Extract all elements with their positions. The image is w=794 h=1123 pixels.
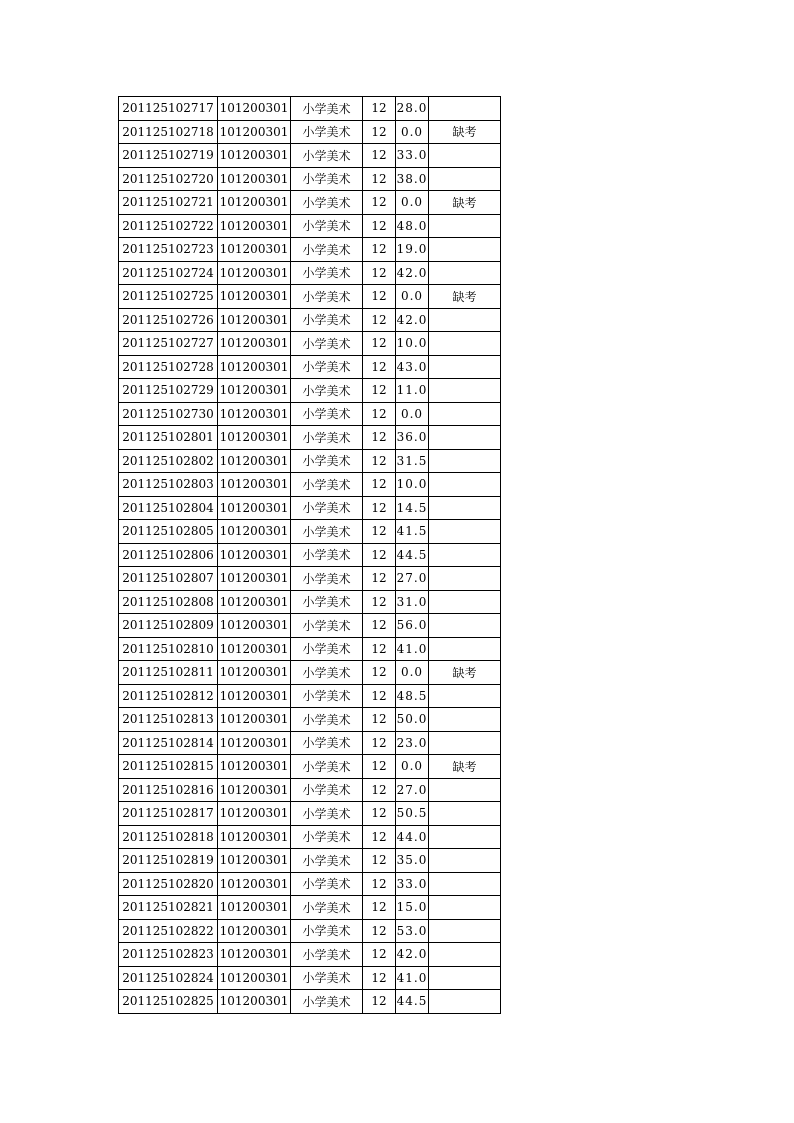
score-cell: 0.0 <box>396 661 429 685</box>
remark-cell <box>429 144 501 168</box>
subject-code-cell: 101200301 <box>218 778 291 802</box>
table-row <box>119 426 501 450</box>
remark-cell <box>429 261 501 285</box>
exam-number-cell: 201125102812 <box>119 684 218 708</box>
room-cell: 12 <box>363 684 396 708</box>
score-cell: 27.0 <box>396 567 429 591</box>
score-cell: 43.0 <box>396 355 429 379</box>
exam-number-cell: 201125102822 <box>119 919 218 943</box>
remark-cell: 缺考 <box>429 661 501 685</box>
score-cell: 48.5 <box>396 684 429 708</box>
remark-cell <box>429 614 501 638</box>
subject-name-cell: 小学美术 <box>291 778 363 802</box>
exam-number-cell: 201125102821 <box>119 896 218 920</box>
exam-number-cell: 201125102815 <box>119 755 218 779</box>
exam-number-cell: 201125102810 <box>119 637 218 661</box>
table-row <box>119 332 501 356</box>
subject-code-cell: 101200301 <box>218 238 291 262</box>
exam-number-cell: 201125102808 <box>119 590 218 614</box>
room-cell: 12 <box>363 778 396 802</box>
score-cell: 0.0 <box>396 402 429 426</box>
subject-name-cell: 小学美术 <box>291 120 363 144</box>
subject-code-cell: 101200301 <box>218 802 291 826</box>
table-row <box>119 120 501 144</box>
score-cell: 42.0 <box>396 308 429 332</box>
score-cell: 53.0 <box>396 919 429 943</box>
score-cell: 44.5 <box>396 990 429 1014</box>
subject-name-cell: 小学美术 <box>291 496 363 520</box>
room-cell: 12 <box>363 261 396 285</box>
table-row <box>119 802 501 826</box>
table-row <box>119 778 501 802</box>
table-row <box>119 919 501 943</box>
remark-cell <box>429 214 501 238</box>
remark-cell <box>429 919 501 943</box>
room-cell: 12 <box>363 520 396 544</box>
exam-number-cell: 201125102729 <box>119 379 218 403</box>
exam-number-cell: 201125102726 <box>119 308 218 332</box>
table-row <box>119 167 501 191</box>
room-cell: 12 <box>363 191 396 215</box>
score-cell: 41.0 <box>396 637 429 661</box>
subject-code-cell: 101200301 <box>218 872 291 896</box>
subject-name-cell: 小学美术 <box>291 238 363 262</box>
score-cell: 35.0 <box>396 849 429 873</box>
table-row <box>119 825 501 849</box>
remark-cell <box>429 684 501 708</box>
subject-name-cell: 小学美术 <box>291 308 363 332</box>
exam-number-cell: 201125102722 <box>119 214 218 238</box>
score-cell: 38.0 <box>396 167 429 191</box>
table-row <box>119 308 501 332</box>
room-cell: 12 <box>363 966 396 990</box>
table-row <box>119 731 501 755</box>
subject-code-cell: 101200301 <box>218 849 291 873</box>
subject-code-cell: 101200301 <box>218 426 291 450</box>
subject-name-cell: 小学美术 <box>291 896 363 920</box>
score-cell: 27.0 <box>396 778 429 802</box>
score-cell: 56.0 <box>396 614 429 638</box>
subject-code-cell: 101200301 <box>218 167 291 191</box>
exam-number-cell: 201125102725 <box>119 285 218 309</box>
subject-name-cell: 小学美术 <box>291 708 363 732</box>
table-row <box>119 896 501 920</box>
table-row <box>119 191 501 215</box>
score-cell: 0.0 <box>396 755 429 779</box>
room-cell: 12 <box>363 308 396 332</box>
subject-code-cell: 101200301 <box>218 496 291 520</box>
table-row <box>119 496 501 520</box>
room-cell: 12 <box>363 285 396 309</box>
score-cell: 19.0 <box>396 238 429 262</box>
subject-code-cell: 101200301 <box>218 590 291 614</box>
score-cell: 23.0 <box>396 731 429 755</box>
subject-code-cell: 101200301 <box>218 919 291 943</box>
score-cell: 28.0 <box>396 97 429 121</box>
score-cell: 33.0 <box>396 872 429 896</box>
remark-cell <box>429 731 501 755</box>
exam-number-cell: 201125102728 <box>119 355 218 379</box>
table-row <box>119 661 501 685</box>
room-cell: 12 <box>363 802 396 826</box>
subject-code-cell: 101200301 <box>218 355 291 379</box>
remark-cell <box>429 590 501 614</box>
subject-code-cell: 101200301 <box>218 214 291 238</box>
subject-name-cell: 小学美术 <box>291 332 363 356</box>
subject-name-cell: 小学美术 <box>291 802 363 826</box>
score-cell: 11.0 <box>396 379 429 403</box>
room-cell: 12 <box>363 919 396 943</box>
exam-number-cell: 201125102825 <box>119 990 218 1014</box>
room-cell: 12 <box>363 614 396 638</box>
subject-name-cell: 小学美术 <box>291 167 363 191</box>
exam-number-cell: 201125102806 <box>119 543 218 567</box>
room-cell: 12 <box>363 355 396 379</box>
score-cell: 10.0 <box>396 332 429 356</box>
exam-number-cell: 201125102721 <box>119 191 218 215</box>
subject-code-cell: 101200301 <box>218 473 291 497</box>
table-row <box>119 402 501 426</box>
remark-cell <box>429 520 501 544</box>
remark-cell <box>429 778 501 802</box>
exam-number-cell: 201125102807 <box>119 567 218 591</box>
table-row <box>119 708 501 732</box>
table-row <box>119 990 501 1014</box>
room-cell: 12 <box>363 755 396 779</box>
table-row <box>119 144 501 168</box>
subject-name-cell: 小学美术 <box>291 355 363 379</box>
table-row <box>119 684 501 708</box>
remark-cell <box>429 637 501 661</box>
room-cell: 12 <box>363 214 396 238</box>
table-row <box>119 261 501 285</box>
table-row <box>119 379 501 403</box>
table-row <box>119 567 501 591</box>
subject-code-cell: 101200301 <box>218 308 291 332</box>
score-cell: 0.0 <box>396 285 429 309</box>
subject-name-cell: 小学美术 <box>291 567 363 591</box>
room-cell: 12 <box>363 449 396 473</box>
table-row <box>119 449 501 473</box>
subject-code-cell: 101200301 <box>218 332 291 356</box>
exam-number-cell: 201125102723 <box>119 238 218 262</box>
exam-number-cell: 201125102816 <box>119 778 218 802</box>
remark-cell: 缺考 <box>429 285 501 309</box>
subject-code-cell: 101200301 <box>218 379 291 403</box>
score-cell: 0.0 <box>396 191 429 215</box>
score-cell: 44.0 <box>396 825 429 849</box>
subject-name-cell: 小学美术 <box>291 684 363 708</box>
subject-code-cell: 101200301 <box>218 261 291 285</box>
subject-name-cell: 小学美术 <box>291 661 363 685</box>
subject-name-cell: 小学美术 <box>291 966 363 990</box>
subject-code-cell: 101200301 <box>218 825 291 849</box>
remark-cell <box>429 167 501 191</box>
subject-code-cell: 101200301 <box>218 614 291 638</box>
score-cell: 48.0 <box>396 214 429 238</box>
exam-number-cell: 201125102814 <box>119 731 218 755</box>
remark-cell <box>429 426 501 450</box>
subject-name-cell: 小学美术 <box>291 849 363 873</box>
subject-name-cell: 小学美术 <box>291 379 363 403</box>
table-row <box>119 97 501 121</box>
table-row <box>119 520 501 544</box>
score-cell: 41.0 <box>396 966 429 990</box>
exam-number-cell: 201125102819 <box>119 849 218 873</box>
score-cell: 50.5 <box>396 802 429 826</box>
remark-cell <box>429 496 501 520</box>
exam-number-cell: 201125102824 <box>119 966 218 990</box>
subject-name-cell: 小学美术 <box>291 449 363 473</box>
remark-cell <box>429 990 501 1014</box>
exam-number-cell: 201125102717 <box>119 97 218 121</box>
score-cell: 33.0 <box>396 144 429 168</box>
room-cell: 12 <box>363 825 396 849</box>
room-cell: 12 <box>363 590 396 614</box>
subject-code-cell: 101200301 <box>218 449 291 473</box>
subject-name-cell: 小学美术 <box>291 520 363 544</box>
exam-number-cell: 201125102804 <box>119 496 218 520</box>
table-row <box>119 473 501 497</box>
score-cell: 14.5 <box>396 496 429 520</box>
subject-name-cell: 小学美术 <box>291 402 363 426</box>
remark-cell <box>429 825 501 849</box>
subject-name-cell: 小学美术 <box>291 919 363 943</box>
room-cell: 12 <box>363 167 396 191</box>
exam-number-cell: 201125102803 <box>119 473 218 497</box>
subject-code-cell: 101200301 <box>218 990 291 1014</box>
subject-code-cell: 101200301 <box>218 731 291 755</box>
score-cell: 31.0 <box>396 590 429 614</box>
remark-cell <box>429 355 501 379</box>
room-cell: 12 <box>363 496 396 520</box>
exam-number-cell: 201125102817 <box>119 802 218 826</box>
subject-code-cell: 101200301 <box>218 755 291 779</box>
subject-name-cell: 小学美术 <box>291 943 363 967</box>
room-cell: 12 <box>363 990 396 1014</box>
table-row <box>119 966 501 990</box>
table-row <box>119 849 501 873</box>
subject-code-cell: 101200301 <box>218 191 291 215</box>
score-cell: 15.0 <box>396 896 429 920</box>
remark-cell <box>429 473 501 497</box>
table-row <box>119 590 501 614</box>
subject-code-cell: 101200301 <box>218 637 291 661</box>
exam-number-cell: 201125102801 <box>119 426 218 450</box>
remark-cell <box>429 332 501 356</box>
subject-name-cell: 小学美术 <box>291 990 363 1014</box>
subject-code-cell: 101200301 <box>218 97 291 121</box>
room-cell: 12 <box>363 379 396 403</box>
table-row <box>119 238 501 262</box>
score-cell: 50.0 <box>396 708 429 732</box>
room-cell: 12 <box>363 661 396 685</box>
table-row <box>119 543 501 567</box>
remark-cell <box>429 402 501 426</box>
exam-number-cell: 201125102720 <box>119 167 218 191</box>
subject-code-cell: 101200301 <box>218 661 291 685</box>
remark-cell: 缺考 <box>429 120 501 144</box>
exam-number-cell: 201125102805 <box>119 520 218 544</box>
subject-name-cell: 小学美术 <box>291 543 363 567</box>
table-row <box>119 355 501 379</box>
remark-cell <box>429 802 501 826</box>
subject-code-cell: 101200301 <box>218 120 291 144</box>
subject-code-cell: 101200301 <box>218 684 291 708</box>
score-table-body <box>119 97 501 1014</box>
room-cell: 12 <box>363 426 396 450</box>
subject-name-cell: 小学美术 <box>291 191 363 215</box>
exam-number-cell: 201125102719 <box>119 144 218 168</box>
remark-cell <box>429 872 501 896</box>
subject-code-cell: 101200301 <box>218 966 291 990</box>
table-row <box>119 285 501 309</box>
remark-cell: 缺考 <box>429 191 501 215</box>
subject-code-cell: 101200301 <box>218 520 291 544</box>
room-cell: 12 <box>363 473 396 497</box>
subject-name-cell: 小学美术 <box>291 755 363 779</box>
remark-cell <box>429 943 501 967</box>
subject-name-cell: 小学美术 <box>291 97 363 121</box>
subject-name-cell: 小学美术 <box>291 614 363 638</box>
subject-name-cell: 小学美术 <box>291 637 363 661</box>
room-cell: 12 <box>363 896 396 920</box>
table-row <box>119 214 501 238</box>
score-cell: 36.0 <box>396 426 429 450</box>
room-cell: 12 <box>363 332 396 356</box>
exam-number-cell: 201125102802 <box>119 449 218 473</box>
table-row <box>119 614 501 638</box>
exam-number-cell: 201125102718 <box>119 120 218 144</box>
room-cell: 12 <box>363 731 396 755</box>
room-cell: 12 <box>363 543 396 567</box>
subject-name-cell: 小学美术 <box>291 285 363 309</box>
remark-cell <box>429 849 501 873</box>
exam-number-cell: 201125102820 <box>119 872 218 896</box>
remark-cell <box>429 966 501 990</box>
remark-cell: 缺考 <box>429 755 501 779</box>
exam-number-cell: 201125102727 <box>119 332 218 356</box>
remark-cell <box>429 708 501 732</box>
subject-code-cell: 101200301 <box>218 402 291 426</box>
table-row <box>119 872 501 896</box>
room-cell: 12 <box>363 238 396 262</box>
score-cell: 10.0 <box>396 473 429 497</box>
subject-code-cell: 101200301 <box>218 708 291 732</box>
table-row <box>119 943 501 967</box>
exam-number-cell: 201125102813 <box>119 708 218 732</box>
exam-number-cell: 201125102809 <box>119 614 218 638</box>
subject-name-cell: 小学美术 <box>291 590 363 614</box>
room-cell: 12 <box>363 943 396 967</box>
table-row <box>119 755 501 779</box>
score-cell: 42.0 <box>396 261 429 285</box>
remark-cell <box>429 97 501 121</box>
subject-code-cell: 101200301 <box>218 543 291 567</box>
subject-code-cell: 101200301 <box>218 285 291 309</box>
exam-number-cell: 201125102730 <box>119 402 218 426</box>
remark-cell <box>429 238 501 262</box>
score-cell: 0.0 <box>396 120 429 144</box>
exam-number-cell: 201125102724 <box>119 261 218 285</box>
subject-code-cell: 101200301 <box>218 567 291 591</box>
room-cell: 12 <box>363 402 396 426</box>
table-row <box>119 637 501 661</box>
room-cell: 12 <box>363 872 396 896</box>
room-cell: 12 <box>363 637 396 661</box>
subject-name-cell: 小学美术 <box>291 473 363 497</box>
subject-code-cell: 101200301 <box>218 896 291 920</box>
score-cell: 44.5 <box>396 543 429 567</box>
room-cell: 12 <box>363 708 396 732</box>
score-table <box>118 96 501 1014</box>
remark-cell <box>429 543 501 567</box>
subject-name-cell: 小学美术 <box>291 426 363 450</box>
remark-cell <box>429 379 501 403</box>
subject-name-cell: 小学美术 <box>291 872 363 896</box>
subject-name-cell: 小学美术 <box>291 261 363 285</box>
subject-name-cell: 小学美术 <box>291 214 363 238</box>
subject-name-cell: 小学美术 <box>291 825 363 849</box>
remark-cell <box>429 896 501 920</box>
room-cell: 12 <box>363 97 396 121</box>
exam-number-cell: 201125102818 <box>119 825 218 849</box>
exam-number-cell: 201125102823 <box>119 943 218 967</box>
remark-cell <box>429 449 501 473</box>
score-cell: 31.5 <box>396 449 429 473</box>
room-cell: 12 <box>363 567 396 591</box>
subject-name-cell: 小学美术 <box>291 731 363 755</box>
subject-name-cell: 小学美术 <box>291 144 363 168</box>
room-cell: 12 <box>363 849 396 873</box>
score-cell: 41.5 <box>396 520 429 544</box>
remark-cell <box>429 308 501 332</box>
subject-code-cell: 101200301 <box>218 943 291 967</box>
room-cell: 12 <box>363 120 396 144</box>
score-cell: 42.0 <box>396 943 429 967</box>
remark-cell <box>429 567 501 591</box>
room-cell: 12 <box>363 144 396 168</box>
subject-code-cell: 101200301 <box>218 144 291 168</box>
exam-number-cell: 201125102811 <box>119 661 218 685</box>
